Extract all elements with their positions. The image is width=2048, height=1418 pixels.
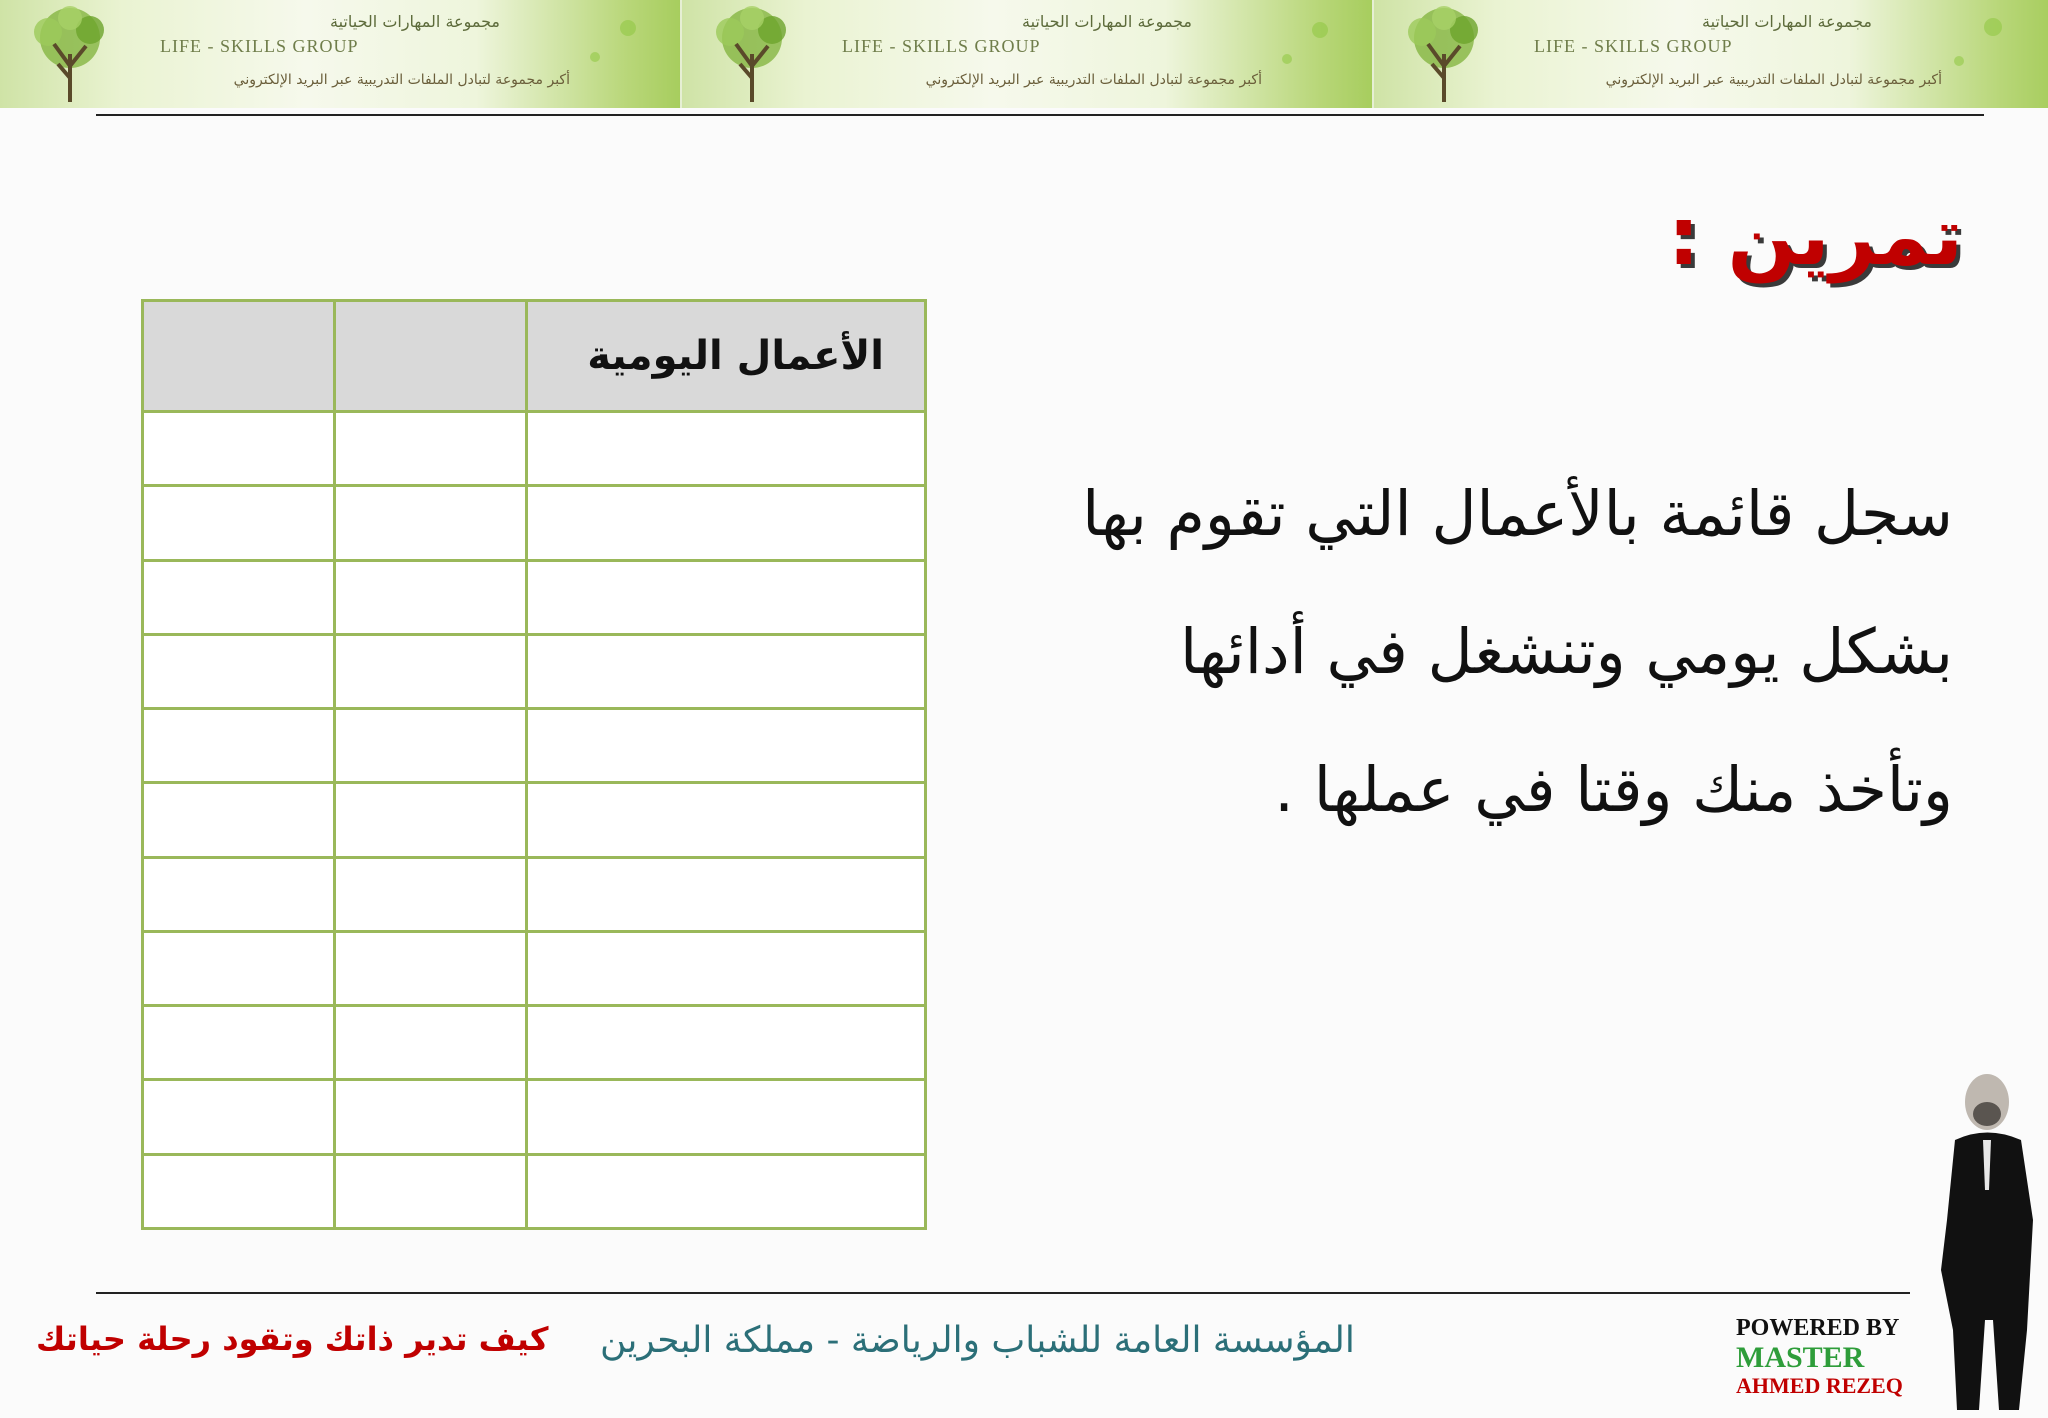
table-header-cell: [335, 301, 527, 412]
table-row: [143, 1080, 926, 1154]
table-cell[interactable]: [335, 1154, 527, 1228]
powered-by-label: POWERED BY: [1736, 1315, 1900, 1341]
table-cell[interactable]: [335, 412, 527, 486]
table-row: [143, 634, 926, 708]
header-divider: [96, 114, 1984, 116]
table-cell[interactable]: [335, 931, 527, 1005]
table-cell[interactable]: [143, 1080, 335, 1154]
table-cell[interactable]: [335, 560, 527, 634]
slide-title: تمرين :: [1667, 190, 1963, 283]
banner-english-title: LIFE - SKILLS GROUP: [160, 36, 359, 56]
table-cell[interactable]: [143, 634, 335, 708]
table-cell[interactable]: [527, 857, 926, 931]
table-cell[interactable]: [143, 783, 335, 857]
table-cell[interactable]: [527, 1154, 926, 1228]
table-cell[interactable]: [143, 857, 335, 931]
table-cell[interactable]: [143, 560, 335, 634]
banner-subtitle: أكبر مجموعة لتبادل الملفات التدريبية عبر البريد الإلكتروني: [1605, 72, 1942, 88]
banner-arabic-title: مجموعة المهارات الحياتية: [1022, 12, 1192, 31]
table-row: [143, 931, 926, 1005]
table-cell[interactable]: [335, 709, 527, 783]
table-cell[interactable]: [527, 931, 926, 1005]
table-header-row: [143, 301, 926, 412]
banner-tile: [1374, 0, 2048, 108]
decor-dot: [1312, 22, 1328, 38]
table-cell[interactable]: [335, 857, 527, 931]
decor-dot: [1282, 54, 1292, 64]
table-cell[interactable]: [527, 486, 926, 560]
banner-arabic-title: مجموعة المهارات الحياتية: [1702, 12, 1872, 31]
table-cell[interactable]: [335, 1080, 527, 1154]
table-row: [143, 560, 926, 634]
banner-tile: [0, 0, 682, 108]
brand-name: MASTER: [1736, 1341, 1865, 1375]
daily-tasks-table: [141, 299, 924, 1230]
table-cell[interactable]: [335, 783, 527, 857]
table-cell[interactable]: [143, 709, 335, 783]
banner-subtitle: أكبر مجموعة لتبادل الملفات التدريبية عبر البريد الإلكتروني: [925, 72, 1262, 88]
author-name: AHMED REZEQ: [1736, 1373, 1903, 1399]
table-row: [143, 412, 926, 486]
decor-dot: [1954, 56, 1964, 66]
table-cell[interactable]: [335, 486, 527, 560]
table-cell[interactable]: [527, 783, 926, 857]
header-banner: [0, 0, 2048, 108]
table-cell[interactable]: [143, 412, 335, 486]
table-row: [143, 709, 926, 783]
table-cell[interactable]: [143, 1154, 335, 1228]
table-header-cell: [143, 301, 335, 412]
table-cell[interactable]: [527, 412, 926, 486]
table-cell[interactable]: [335, 1006, 527, 1080]
table-row: [143, 857, 926, 931]
table-cell[interactable]: [143, 1006, 335, 1080]
table-cell[interactable]: [527, 1006, 926, 1080]
decor-dot: [1984, 18, 2002, 36]
table-row: [143, 783, 926, 857]
footer-organization: المؤسسة العامة للشباب والرياضة - مملكة البحرين: [600, 1320, 1355, 1361]
table-cell[interactable]: [143, 486, 335, 560]
powered-by-block: [1736, 1315, 1903, 1399]
banner-english-title: LIFE - SKILLS GROUP: [1534, 36, 1733, 56]
banner-tile: [682, 0, 1374, 108]
exercise-instructions: سجل قائمة بالأعمال التي تقوم بها بشكل يومي وتنشغل في أدائها وتأخذ منك وقتا في عملها .: [1082, 477, 1953, 826]
table-row: [143, 486, 926, 560]
table-cell[interactable]: [143, 931, 335, 1005]
banner-arabic-title: مجموعة المهارات الحياتية: [330, 12, 500, 31]
table-row: [143, 1154, 926, 1228]
table-cell[interactable]: [527, 709, 926, 783]
table-cell[interactable]: [527, 560, 926, 634]
table-row: [143, 1006, 926, 1080]
decor-dot: [620, 20, 636, 36]
tree-logo-icon: [692, 4, 812, 104]
presenter-silhouette-icon: [1935, 1070, 2040, 1415]
banner-english-title: LIFE - SKILLS GROUP: [842, 36, 1041, 56]
footer-divider: [96, 1292, 1910, 1294]
table-cell[interactable]: [527, 634, 926, 708]
tree-logo-icon: [10, 4, 130, 104]
decor-dot: [590, 52, 600, 62]
banner-subtitle: أكبر مجموعة لتبادل الملفات التدريبية عبر البريد الإلكتروني: [233, 72, 570, 88]
table-cell[interactable]: [335, 634, 527, 708]
footer-slogan: كيف تدير ذاتك وتقود رحلة حياتك: [36, 1320, 549, 1358]
table-cell[interactable]: [527, 1080, 926, 1154]
table-header-daily-tasks: الأعمال اليومية: [527, 301, 926, 412]
tree-logo-icon: [1384, 4, 1504, 104]
